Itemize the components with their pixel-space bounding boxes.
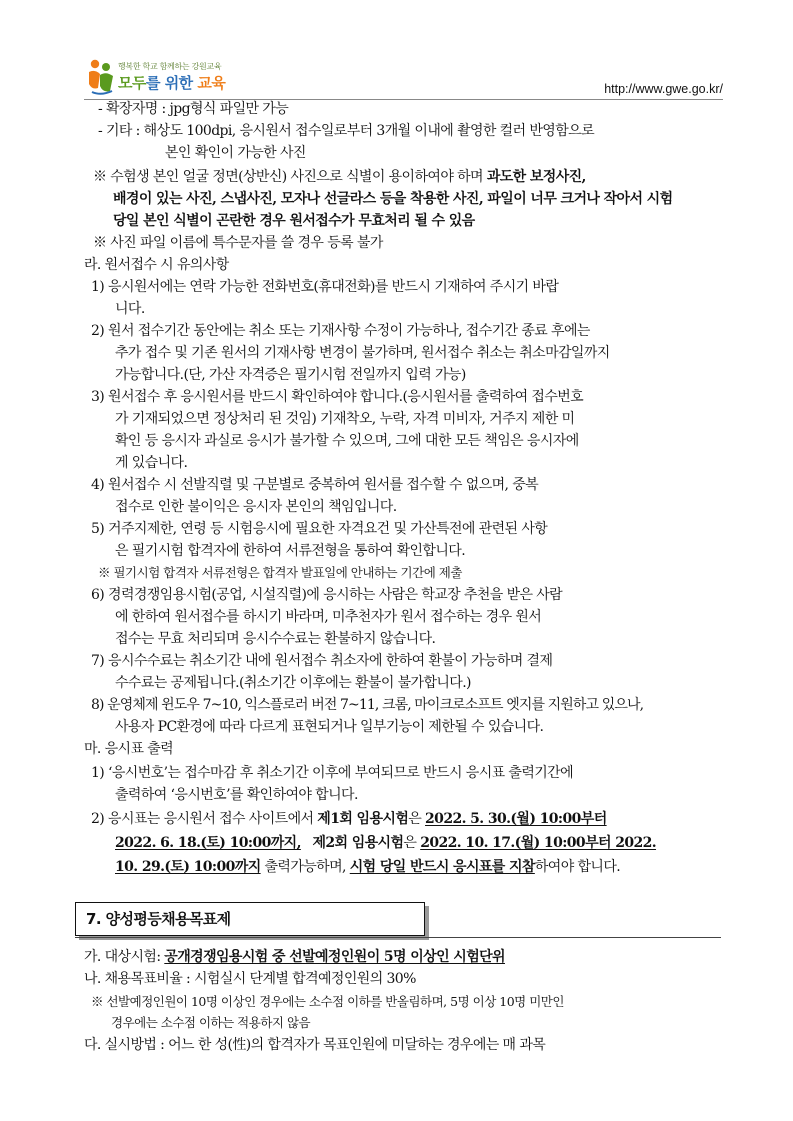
ra-item-5-cont: 은 필기시험 합격자에 한하여 서류전형을 통하여 확인합니다.: [115, 543, 466, 559]
exam-1-particle: 은: [408, 811, 426, 827]
section-7-na: 나. 채용목표비율 : 시험실시 단계별 합격예정인원의 30%: [84, 971, 416, 987]
bring-admission-ticket: 시험 당일 반드시 응시표를 지참: [349, 859, 535, 875]
ra-item-7: 7) 응시수수료는 취소기간 내에 원서접수 취소자에 한하여 환불이 가능하며 결제: [91, 653, 553, 669]
header-url: http://www.gwe.go.kr/: [604, 82, 723, 96]
logo-name-part2: 를 위한: [145, 74, 198, 92]
exam-2-particle: 은: [403, 835, 421, 851]
people-logo-icon: [86, 58, 116, 96]
ra-item-3-cont1: 가 기재되었으면 정상처리 된 것임) 기재착오, 누락, 자격 미비자, 거주지 제한 미: [115, 411, 575, 427]
ra-note: ※ 필기시험 합격자 서류전형은 합격자 발표일에 안내하는 기간에 제출: [98, 565, 462, 580]
ma-item-1: 1) ‘응시번호’는 접수마감 후 취소기간 이후에 부여되므로 반드시 응시표 출력기간에: [91, 765, 574, 781]
photo-etc-rule-cont: 본인 확인이 가능한 사진: [165, 145, 306, 161]
exam-2-label: 제2회 임용시험: [312, 835, 404, 851]
photo-note-1: [93, 167, 586, 187]
ra-item-2-cont1: 추가 접수 및 기존 원서의 기재사항 변경이 불가하며, 원서접수 취소는 취소마감일까지: [115, 345, 610, 361]
ma-item-2-mid: 출력가능하며,: [260, 859, 350, 875]
section-7-divider: [75, 937, 721, 938]
ra-item-8-cont: 사용자 PC환경에 따라 다르게 표현되거나 일부기능이 제한될 수 있습니다.: [115, 719, 544, 735]
section-7-note: ※ 선발예정인원이 10명 이상인 경우에는 소수점 이하를 반올림하며, 5명 이상 10명 미만인: [91, 994, 564, 1009]
ra-item-2: 2) 원서 접수기간 동안에는 취소 또는 기재사항 수정이 가능하나, 접수기간 종료 후에는: [91, 323, 590, 339]
section-ra-heading: 라. 원서접수 시 유의사항: [84, 257, 229, 273]
photo-ext-rule: - 확장자명 : jpg형식 파일만 가능: [98, 101, 289, 117]
section-7-ga: [84, 947, 505, 967]
ra-item-6-cont2: 접수는 무효 처리되며 응시수수료는 환불하지 않습니다.: [115, 631, 436, 647]
ra-item-3-cont3: 게 있습니다.: [115, 455, 188, 471]
ma-item-2-line2: [115, 833, 656, 853]
photo-note-1-line2: 배경이 있는 사진, 스냅사진, 모자나 선글라스 등을 착용한 사진, 파일이 너무 크거나 작아서 시험: [113, 191, 673, 207]
ma-item-2-line3: [115, 857, 620, 877]
ra-item-7-cont: 수수료는 공제됩니다.(취소기간 이후에는 환불이 불가합니다.): [115, 675, 471, 691]
exam-2-start-date: 2022. 10. 17.(월) 10:00부터 2022.: [420, 835, 657, 851]
ma-item-2: [91, 809, 607, 829]
ga-prefix: 가. 대상시험:: [84, 949, 165, 965]
ma-item-2-prefix: 2) 응시표는 응시원서 접수 사이트에서: [91, 811, 318, 827]
photo-note-2: ※ 사진 파일 이름에 특수문자를 쓸 경우 등록 불가: [93, 235, 383, 251]
section-7-title: 7. 양성평등채용목표제: [86, 910, 231, 928]
section-7-note-cont: 경우에는 소수점 이하는 적용하지 않음: [111, 1015, 311, 1030]
photo-note-1-text: ※ 수험생 본인 얼굴 정면(상반신) 사진으로 식별이 용이하여야 하며: [93, 169, 487, 185]
section-7-title-box: [75, 902, 425, 936]
logo-name-part1: 모두: [118, 74, 146, 92]
ra-item-8: 8) 운영체제 윈도우 7~10, 익스플로러 버전 7~11, 크롬, 마이크로소프트 엣지를 지원하고 있으나,: [91, 697, 644, 713]
ra-item-3-cont2: 확인 등 응시자 과실로 응시가 불가할 수 있으며, 그에 대한 모든 책임은 응시자에: [115, 433, 579, 449]
ma-item-1-cont: 출력하여 ‘응시번호’를 확인하여야 합니다.: [115, 787, 358, 803]
ra-item-4: 4) 원서접수 시 선발직렬 및 구분별로 중복하여 원서를 접수할 수 없으며, 중복: [91, 477, 539, 493]
logo-name-part3: 교육: [197, 74, 226, 92]
exam-1-label: 제1회 임용시험: [317, 811, 409, 827]
section-7-da: 다. 실시방법 : 어느 한 성(性)의 합격자가 목표인원에 미달하는 경우에는 매 과목: [84, 1037, 546, 1053]
photo-note-1-line3: 당일 본인 식별이 곤란한 경우 원서접수가 무효처리 될 수 있음: [113, 213, 475, 229]
ra-item-5: 5) 거주지제한, 연령 등 시험응시에 필요한 자격요건 및 가산특전에 관련된 사항: [91, 521, 548, 537]
ra-item-6: 6) 경력경쟁임용시험(공업, 시설직렬)에 응시하는 사람은 학교장 추천을 받은 사람: [91, 587, 563, 603]
exam-2-end-date: 10. 29.(토) 10:00까지: [115, 859, 261, 875]
gwe-logo: [86, 58, 326, 96]
logo-tagline: 행복한 학교 함께하는 강원교육: [118, 62, 222, 71]
ra-item-4-cont: 접수로 인한 불이익은 응시자 본인의 책임입니다.: [115, 499, 397, 515]
section-ma-heading: 마. 응시표 출력: [84, 741, 174, 757]
ga-target-exam: 공개경쟁임용시험 중 선발예정인원이 5명 이상인 시험단위: [164, 949, 505, 965]
ra-item-3: 3) 원서접수 후 응시원서를 반드시 확인하여야 합니다.(응시원서를 출력하여 접수번호: [91, 389, 584, 405]
exam-1-end-date: 2022. 6. 18.(토) 10:00까지,: [115, 835, 301, 851]
exam-1-start-date: 2022. 5. 30.(월) 10:00부터: [425, 811, 607, 827]
photo-note-1-bold: 과도한 보정사진,: [486, 169, 586, 185]
ra-item-2-cont2: 가능합니다.(단, 가산 자격증은 필기시험 전일까지 입력 가능): [115, 367, 466, 383]
ma-item-2-end: 하여야 합니다.: [534, 859, 621, 875]
photo-etc-rule: - 기타 : 해상도 100dpi, 응시원서 접수일로부터 3개월 이내에 촬영한 컬러 반영함으로: [98, 123, 594, 139]
ra-item-1-cont: 니다.: [115, 301, 145, 317]
ra-item-1: 1) 응시원서에는 연락 가능한 전화번호(휴대전화)를 반드시 기재하여 주시기 바랍: [91, 279, 559, 295]
logo-name: [118, 72, 225, 93]
ra-item-6-cont1: 에 한하여 원서접수를 하시기 바라며, 미추천자가 원서 접수하는 경우 원서: [115, 609, 542, 625]
